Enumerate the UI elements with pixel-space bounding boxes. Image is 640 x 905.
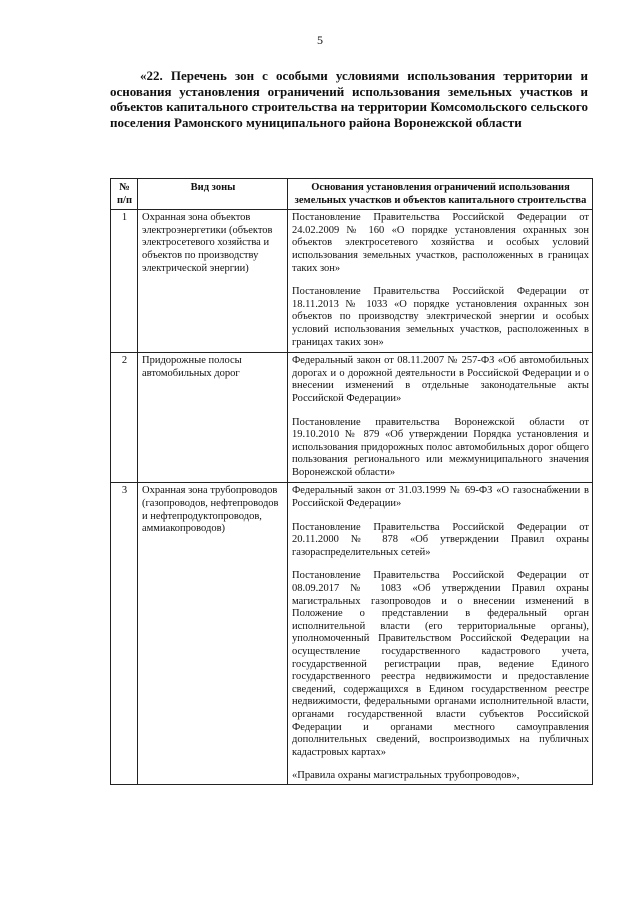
basis-paragraph: Постановление Правительства Российской Федерации от 20.11.2000 № 878 «Об утверждении Правил охраны газораспределительных сетей»: [292, 521, 589, 558]
zone-type: Охранная зона объектов электроэнергетики (объектов электросетевого хозяйства и объектов по производству электрической энергии): [138, 210, 288, 353]
basis-paragraph: Постановление Правительства Российской Федерации от 08.09.2017 № 1083 «Об утверждении Правил охраны магистральных газопроводов и о внесении изменений в Положение о представлении в федеральный орган исполнительной власти (его территориальные органы), уполномоченный Правительством Российской Федерации на осуществление государственного кадастрового учета, государственной регистрации прав, ведение Единого государственного реестра недвижимости и предоставление сведений, содержащихся в Едином государственном реестре недвижимости, федеральными органами исполнительной власти, органами государственной власти субъектов Российской Федерации и органами местного самоуправления дополнительных сведений, воспроизводимых на публичных кадастровых картах»: [292, 570, 589, 758]
basis-paragraph: Постановление правительства Воронежской области от 19.10.2010 № 879 «Об утверждении Порядка установления и использования придорожных полос автомобильных дорог общего пользования регионального или межмуниципального значения Воронежской области»: [292, 416, 589, 478]
table-row: [111, 353, 593, 483]
table-header-row: [111, 179, 593, 210]
zones-table: [110, 178, 593, 785]
header-num: № п/п: [111, 179, 138, 210]
basis-paragraph: Постановление Правительства Российской Федерации от 24.02.2009 № 160 «О порядке установления охранных зон объектов электросетевого хозяйства и особых условий использования земельных участков, расположенных в границах таких зон»: [292, 212, 589, 274]
legal-basis: [288, 353, 593, 483]
row-number: 3: [111, 483, 138, 784]
legal-basis: [288, 210, 593, 353]
legal-basis: [288, 483, 593, 784]
zone-type: Охранная зона трубопроводов (газопроводов, нефтепроводов и нефтепродуктопроводов, аммиакопроводов): [138, 483, 288, 784]
basis-paragraph: «Правила охраны магистральных трубопроводов»,: [292, 770, 520, 782]
page-number: 5: [317, 33, 323, 47]
section-heading-text: «22. Перечень зон с особыми условиями использования территории и основания установления ограничений использования земельных участков и объектов капитального строительства на территории Комсомольского сельского поселения Рамонского муниципального района Воронежской области: [110, 68, 588, 130]
row-number: 1: [111, 210, 138, 353]
table-row: [111, 483, 593, 784]
header-basis: Основания установления ограничений использования земельных участков и объектов капитального строительства: [288, 179, 593, 210]
basis-paragraph: Постановление Правительства Российской Федерации от 18.11.2013 № 1033 «О порядке установления охранных зон объектов по производству электрической энергии и особых условий использования земельных участков, расположенных в границах таких зон»: [292, 286, 589, 348]
header-zone: Вид зоны: [138, 179, 288, 210]
zone-type: Придорожные полосы автомобильных дорог: [138, 353, 288, 483]
table-row: [111, 210, 593, 353]
basis-paragraph: Федеральный закон от 08.11.2007 № 257-ФЗ «Об автомобильных дорогах и о дорожной деятельности в Российской Федерации и о внесении изменений в отдельные законодательные акты Российской Федерации»: [292, 355, 589, 404]
row-number: 2: [111, 353, 138, 483]
section-heading: [110, 68, 588, 130]
basis-paragraph: Федеральный закон от 31.03.1999 № 69-ФЗ «О газоснабжении в Российской Федерации»: [292, 485, 589, 510]
